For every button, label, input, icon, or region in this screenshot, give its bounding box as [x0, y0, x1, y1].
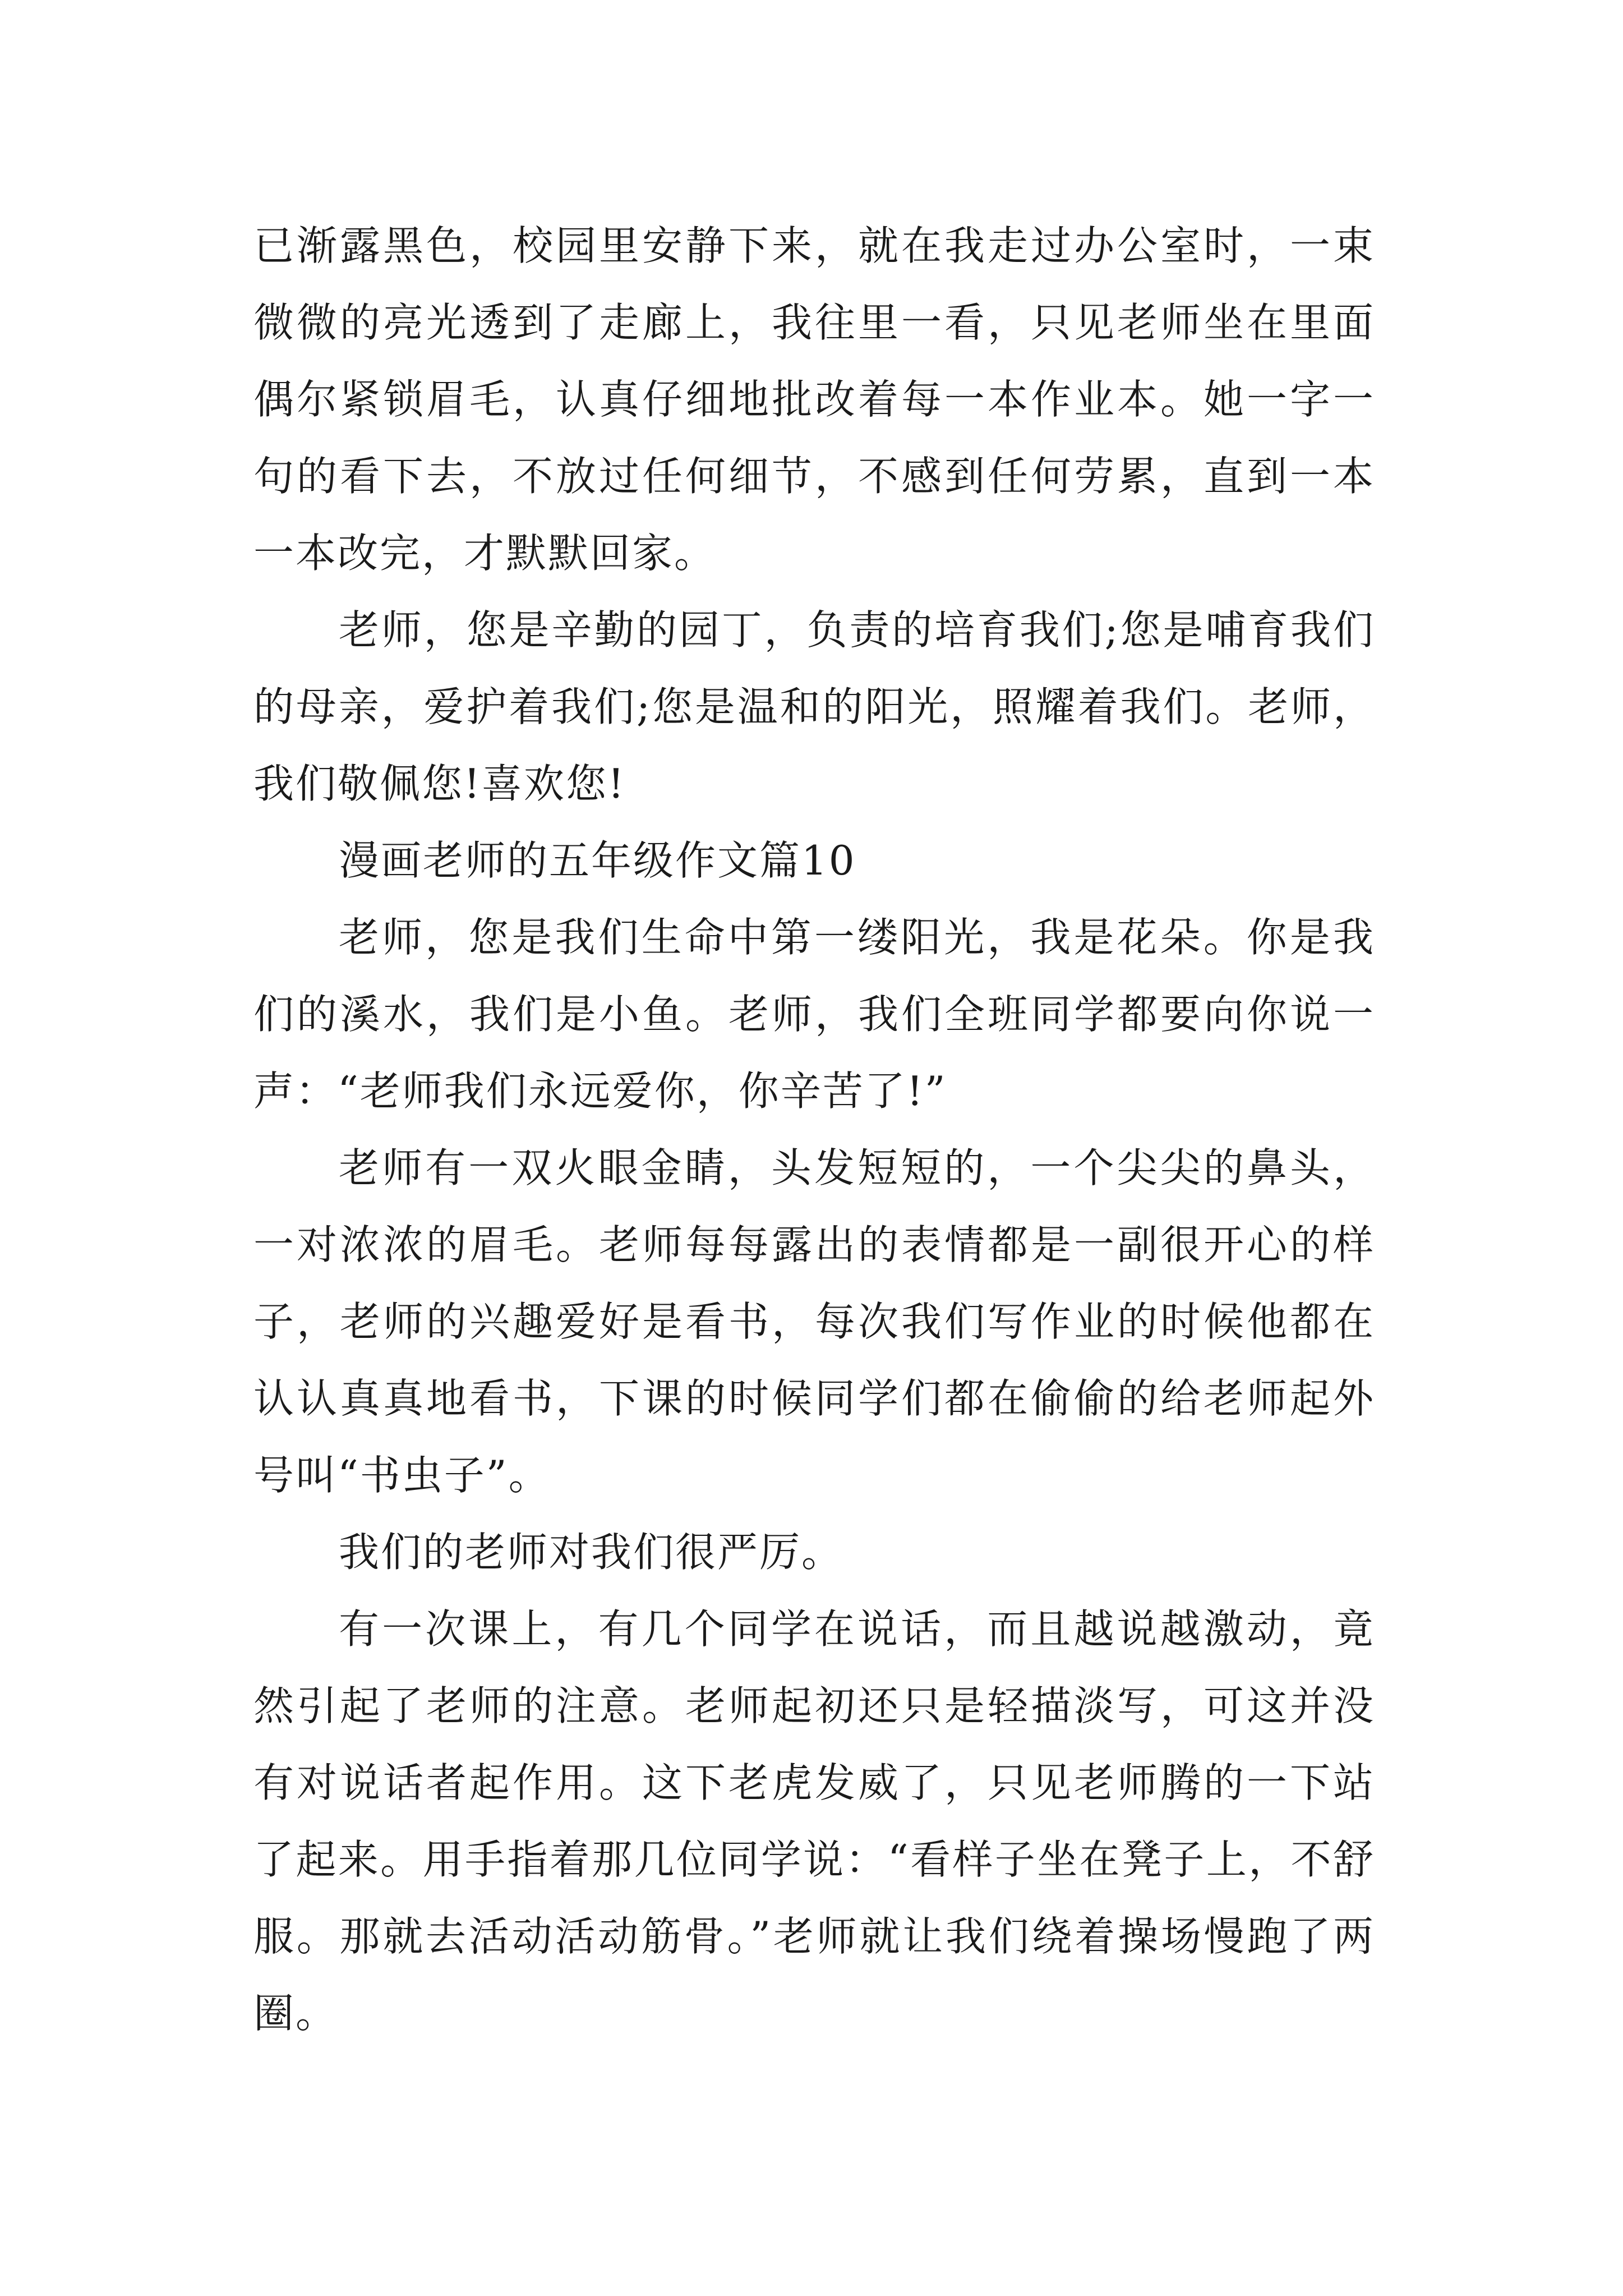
- paragraph-class-story: 有一次课上，有几个同学在说话，而且越说越激动，竟然引起了老师的注意。老师起初还只是轻描淡写，可这并没有对说话者起作用。这下老虎发威了，只见老师腾的一下站了起来。用手指着那几位同学说：“看样子坐在凳子上，不舒服。那就去活动活动筋骨。”老师就让我们绕着操场慢跑了两圈。: [253, 1605, 1375, 2037]
- paragraph-teacher-praise: 老师，您是辛勤的园丁，负责的培育我们;您是哺育我们的母亲，爱护着我们;您是温和的阳光，照耀着我们。老师，我们敬佩您!喜欢您!: [253, 606, 1375, 807]
- paragraph-sunshine: 老师，您是我们生命中第一缕阳光，我是花朵。你是我们的溪水，我们是小鱼。老师，我们全班同学都要向你说一声：“老师我们永远爱你，你辛苦了!”: [253, 914, 1375, 1115]
- paragraph-appearance: 老师有一双火眼金睛，头发短短的，一个尖尖的鼻头，一对浓浓的眉毛。老师每每露出的表情都是一副很开心的样子，老师的兴趣爱好是看书，每次我们写作业的时候他都在认认真真地看书，下课的时候同学们都在偷偷的给老师起外号叫“书虫子”。: [253, 1144, 1375, 1499]
- section-heading: 漫画老师的五年级作文篇10: [339, 837, 856, 884]
- document-body: [253, 208, 1375, 2052]
- paragraph-continuation: 已渐露黑色，校园里安静下来，就在我走过办公室时，一束微微的亮光透到了走廊上，我往里一看，只见老师坐在里面偶尔紧锁眉毛，认真仔细地批改着每一本作业本。她一字一句的看下去，不放过任何细节，不感到任何劳累，直到一本一本改完，才默默回家。: [253, 222, 1375, 577]
- paragraph-strict: 我们的老师对我们很严厉。: [339, 1529, 844, 1576]
